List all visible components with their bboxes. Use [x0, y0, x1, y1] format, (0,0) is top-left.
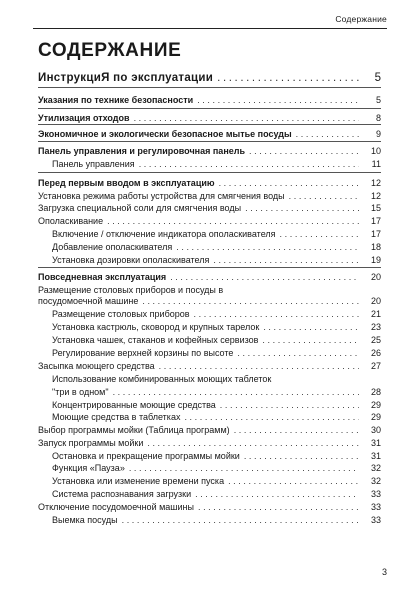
toc-entry-text: Повседневная эксплуатация — [38, 272, 167, 282]
toc-leader-dots — [170, 272, 359, 283]
toc-entry[interactable] — [38, 296, 381, 307]
toc-entry[interactable] — [38, 129, 381, 140]
toc-leader-dots — [139, 159, 359, 170]
toc-entry[interactable] — [38, 272, 381, 283]
toc-entry[interactable] — [38, 489, 381, 500]
toc-entry[interactable] — [38, 322, 381, 333]
toc-page-number: 9 — [375, 129, 381, 139]
toc-entry[interactable] — [38, 515, 381, 526]
toc-entry-text: Ополаскивание — [38, 216, 104, 226]
toc-entry-text: Остановка и прекращение программы мойки — [52, 451, 240, 461]
toc-entry-text: Панель управления — [52, 159, 135, 169]
toc-entry-text: "три в одном" — [52, 387, 109, 397]
toc-entry[interactable] — [38, 451, 381, 462]
toc-page-number: 18 — [370, 242, 381, 252]
toc-entry[interactable] — [38, 203, 381, 214]
toc-leader-dots — [296, 129, 359, 140]
toc-entry[interactable] — [38, 387, 381, 398]
toc-entry-text: посудомоечной машине — [38, 296, 139, 306]
toc-leader-dots — [262, 335, 359, 346]
toc-entry-text: Размещение столовых приборов и посуды в — [38, 285, 224, 295]
toc-entry-text: Отключение посудомоечной машины — [38, 502, 194, 512]
toc-entry[interactable] — [38, 146, 381, 157]
toc-entry[interactable] — [38, 255, 381, 266]
toc-entry-text: Добавление ополаскивателя — [52, 242, 173, 252]
toc-entry-text: Установка чашек, стаканов и кофейных сервизов — [52, 335, 259, 345]
toc-entry[interactable] — [38, 438, 381, 449]
toc-leader-dots — [134, 113, 359, 124]
toc-leader-dots — [217, 73, 359, 84]
toc-entry[interactable] — [38, 178, 381, 189]
toc-entry[interactable] — [38, 502, 381, 513]
toc-page-number: 19 — [370, 255, 381, 265]
toc-entry[interactable] — [38, 348, 381, 359]
toc-entry-text: Выемка посуды — [52, 515, 118, 525]
toc-entry[interactable] — [38, 412, 381, 423]
toc-entry[interactable] — [38, 400, 381, 411]
toc-entry-text: Экономичное и экологически безопасное мытье посуды — [38, 129, 292, 139]
toc-entry-text: Панель управления и регулировочная панель — [38, 146, 246, 156]
toc-entry-text: Установка дозировки ополаскивателя — [52, 255, 210, 265]
toc-page-number: 20 — [370, 296, 381, 306]
toc-entry-text: Перед первым вводом в эксплуатацию — [38, 178, 215, 188]
toc-page-number: 29 — [370, 400, 381, 410]
toc-page-number: 5 — [374, 72, 381, 84]
toc-entry[interactable] — [38, 425, 381, 436]
toc-leader-dots — [263, 322, 359, 333]
toc-entry-text: Концентрированные моющие средства — [52, 400, 216, 410]
section-rule — [38, 108, 381, 109]
toc-leader-dots — [244, 451, 359, 462]
toc-page-number: 17 — [370, 216, 381, 226]
toc-page-number: 29 — [370, 412, 381, 422]
toc-page-number: 31 — [370, 451, 381, 461]
toc-entry-text: Использование комбинированных моющих таблеток — [52, 374, 272, 384]
toc-entry-text: Запуск программы мойки — [38, 438, 144, 448]
toc-page-number: 30 — [370, 425, 381, 435]
toc-entry-text: Регулирование верхней корзины по высоте — [52, 348, 234, 358]
section-rule — [38, 141, 381, 142]
toc-leader-dots — [142, 296, 359, 307]
toc-entry-text: Функция «Пауза» — [52, 463, 125, 473]
toc-leader-dots — [147, 438, 359, 449]
toc-entry[interactable] — [38, 242, 381, 253]
toc-leader-dots — [245, 203, 359, 214]
toc-entry[interactable] — [38, 159, 381, 170]
page-number: 3 — [381, 567, 387, 577]
toc-page-number: 8 — [375, 113, 381, 123]
chapter-rule — [38, 87, 381, 88]
toc-leader-dots — [113, 387, 359, 398]
toc-page-number: 26 — [370, 348, 381, 358]
toc-entry[interactable] — [38, 335, 381, 346]
toc-entry-text: Система распознавания загрузки — [52, 489, 192, 499]
toc-page-number: 32 — [370, 476, 381, 486]
toc-page-number: 31 — [370, 438, 381, 448]
toc-leader-dots — [129, 463, 359, 474]
toc-page-number: 20 — [370, 272, 381, 282]
toc-entry[interactable] — [38, 463, 381, 474]
section-rule — [38, 124, 381, 125]
toc-page-number: 10 — [370, 146, 381, 156]
toc-leader-dots — [234, 425, 359, 436]
toc-page-number: 33 — [370, 489, 381, 499]
toc-page-number: 33 — [370, 515, 381, 525]
toc-entry[interactable] — [38, 361, 381, 372]
section-rule — [38, 267, 381, 268]
toc-entry-text: Указания по технике безопасности — [38, 95, 194, 105]
section-rule — [38, 172, 381, 173]
toc-entry-text: Засыпка моющего средства — [38, 361, 155, 371]
header-rule — [33, 28, 387, 29]
toc-entry-text: ИнструкциЯ по эксплуатации — [38, 72, 214, 84]
toc-page-number: 23 — [370, 322, 381, 332]
toc-leader-dots — [249, 146, 359, 157]
toc-leader-dots — [237, 348, 359, 359]
toc-leader-dots — [198, 502, 359, 513]
toc-entry[interactable] — [38, 113, 381, 124]
toc-page-number: 25 — [370, 335, 381, 345]
toc-entry[interactable] — [38, 191, 381, 202]
toc-page-number: 5 — [375, 95, 381, 105]
toc-entry[interactable] — [38, 95, 381, 106]
toc-page-number: 12 — [370, 191, 381, 201]
toc-page-number: 11 — [371, 159, 381, 169]
toc-page-number: 15 — [370, 203, 381, 213]
toc-entry[interactable] — [38, 216, 381, 227]
toc-entry-text: Утилизация отходов — [38, 113, 130, 123]
toc-entry[interactable] — [38, 309, 381, 320]
toc-leader-dots — [107, 216, 359, 227]
toc-leader-dots — [176, 242, 359, 253]
toc-entry-text: Загрузка специальной соли для смягчения воды — [38, 203, 242, 213]
toc-entry[interactable] — [38, 476, 381, 487]
toc-chapter-heading[interactable] — [38, 73, 381, 84]
toc-leader-dots — [122, 515, 359, 526]
toc-page-number: 21 — [370, 309, 381, 319]
toc-entry-text: Установка или изменение времени пуска — [52, 476, 225, 486]
toc-leader-dots — [280, 229, 359, 240]
page-title: СОДЕРЖАНИЕ — [38, 40, 182, 61]
toc-entry-text: Включение / отключение индикатора ополаскивателя — [52, 229, 276, 239]
toc-page-number: 12 — [370, 178, 381, 188]
toc-leader-dots — [213, 255, 359, 266]
toc-leader-dots — [195, 489, 359, 500]
toc-entry-text: Размещение столовых приборов — [52, 309, 190, 319]
toc-leader-dots — [197, 95, 359, 106]
toc-entry[interactable] — [38, 374, 381, 385]
toc-page-number: 32 — [370, 463, 381, 473]
running-header: Содержание — [335, 14, 387, 24]
toc-page-number: 33 — [370, 502, 381, 512]
toc-entry-text: Выбор программы мойки (Таблица программ) — [38, 425, 230, 435]
toc-leader-dots — [220, 400, 359, 411]
toc-entry-text: Моющие средства в таблетках — [52, 412, 181, 422]
toc-page-number: 28 — [370, 387, 381, 397]
toc-page-number: 27 — [370, 361, 381, 371]
toc-leader-dots — [184, 412, 359, 423]
toc-page-number: 17 — [370, 229, 381, 239]
toc-leader-dots — [289, 191, 359, 202]
toc-entry[interactable] — [38, 285, 381, 296]
toc-leader-dots — [219, 178, 359, 189]
toc-entry[interactable] — [38, 229, 381, 240]
toc-leader-dots — [194, 309, 359, 320]
toc-entry-text: Установка кастрюль, сковород и крупных тарелок — [52, 322, 260, 332]
toc-entry-text: Установка режима работы устройства для смягчения воды — [38, 191, 285, 201]
toc-leader-dots — [228, 476, 359, 487]
toc-leader-dots — [159, 361, 359, 372]
